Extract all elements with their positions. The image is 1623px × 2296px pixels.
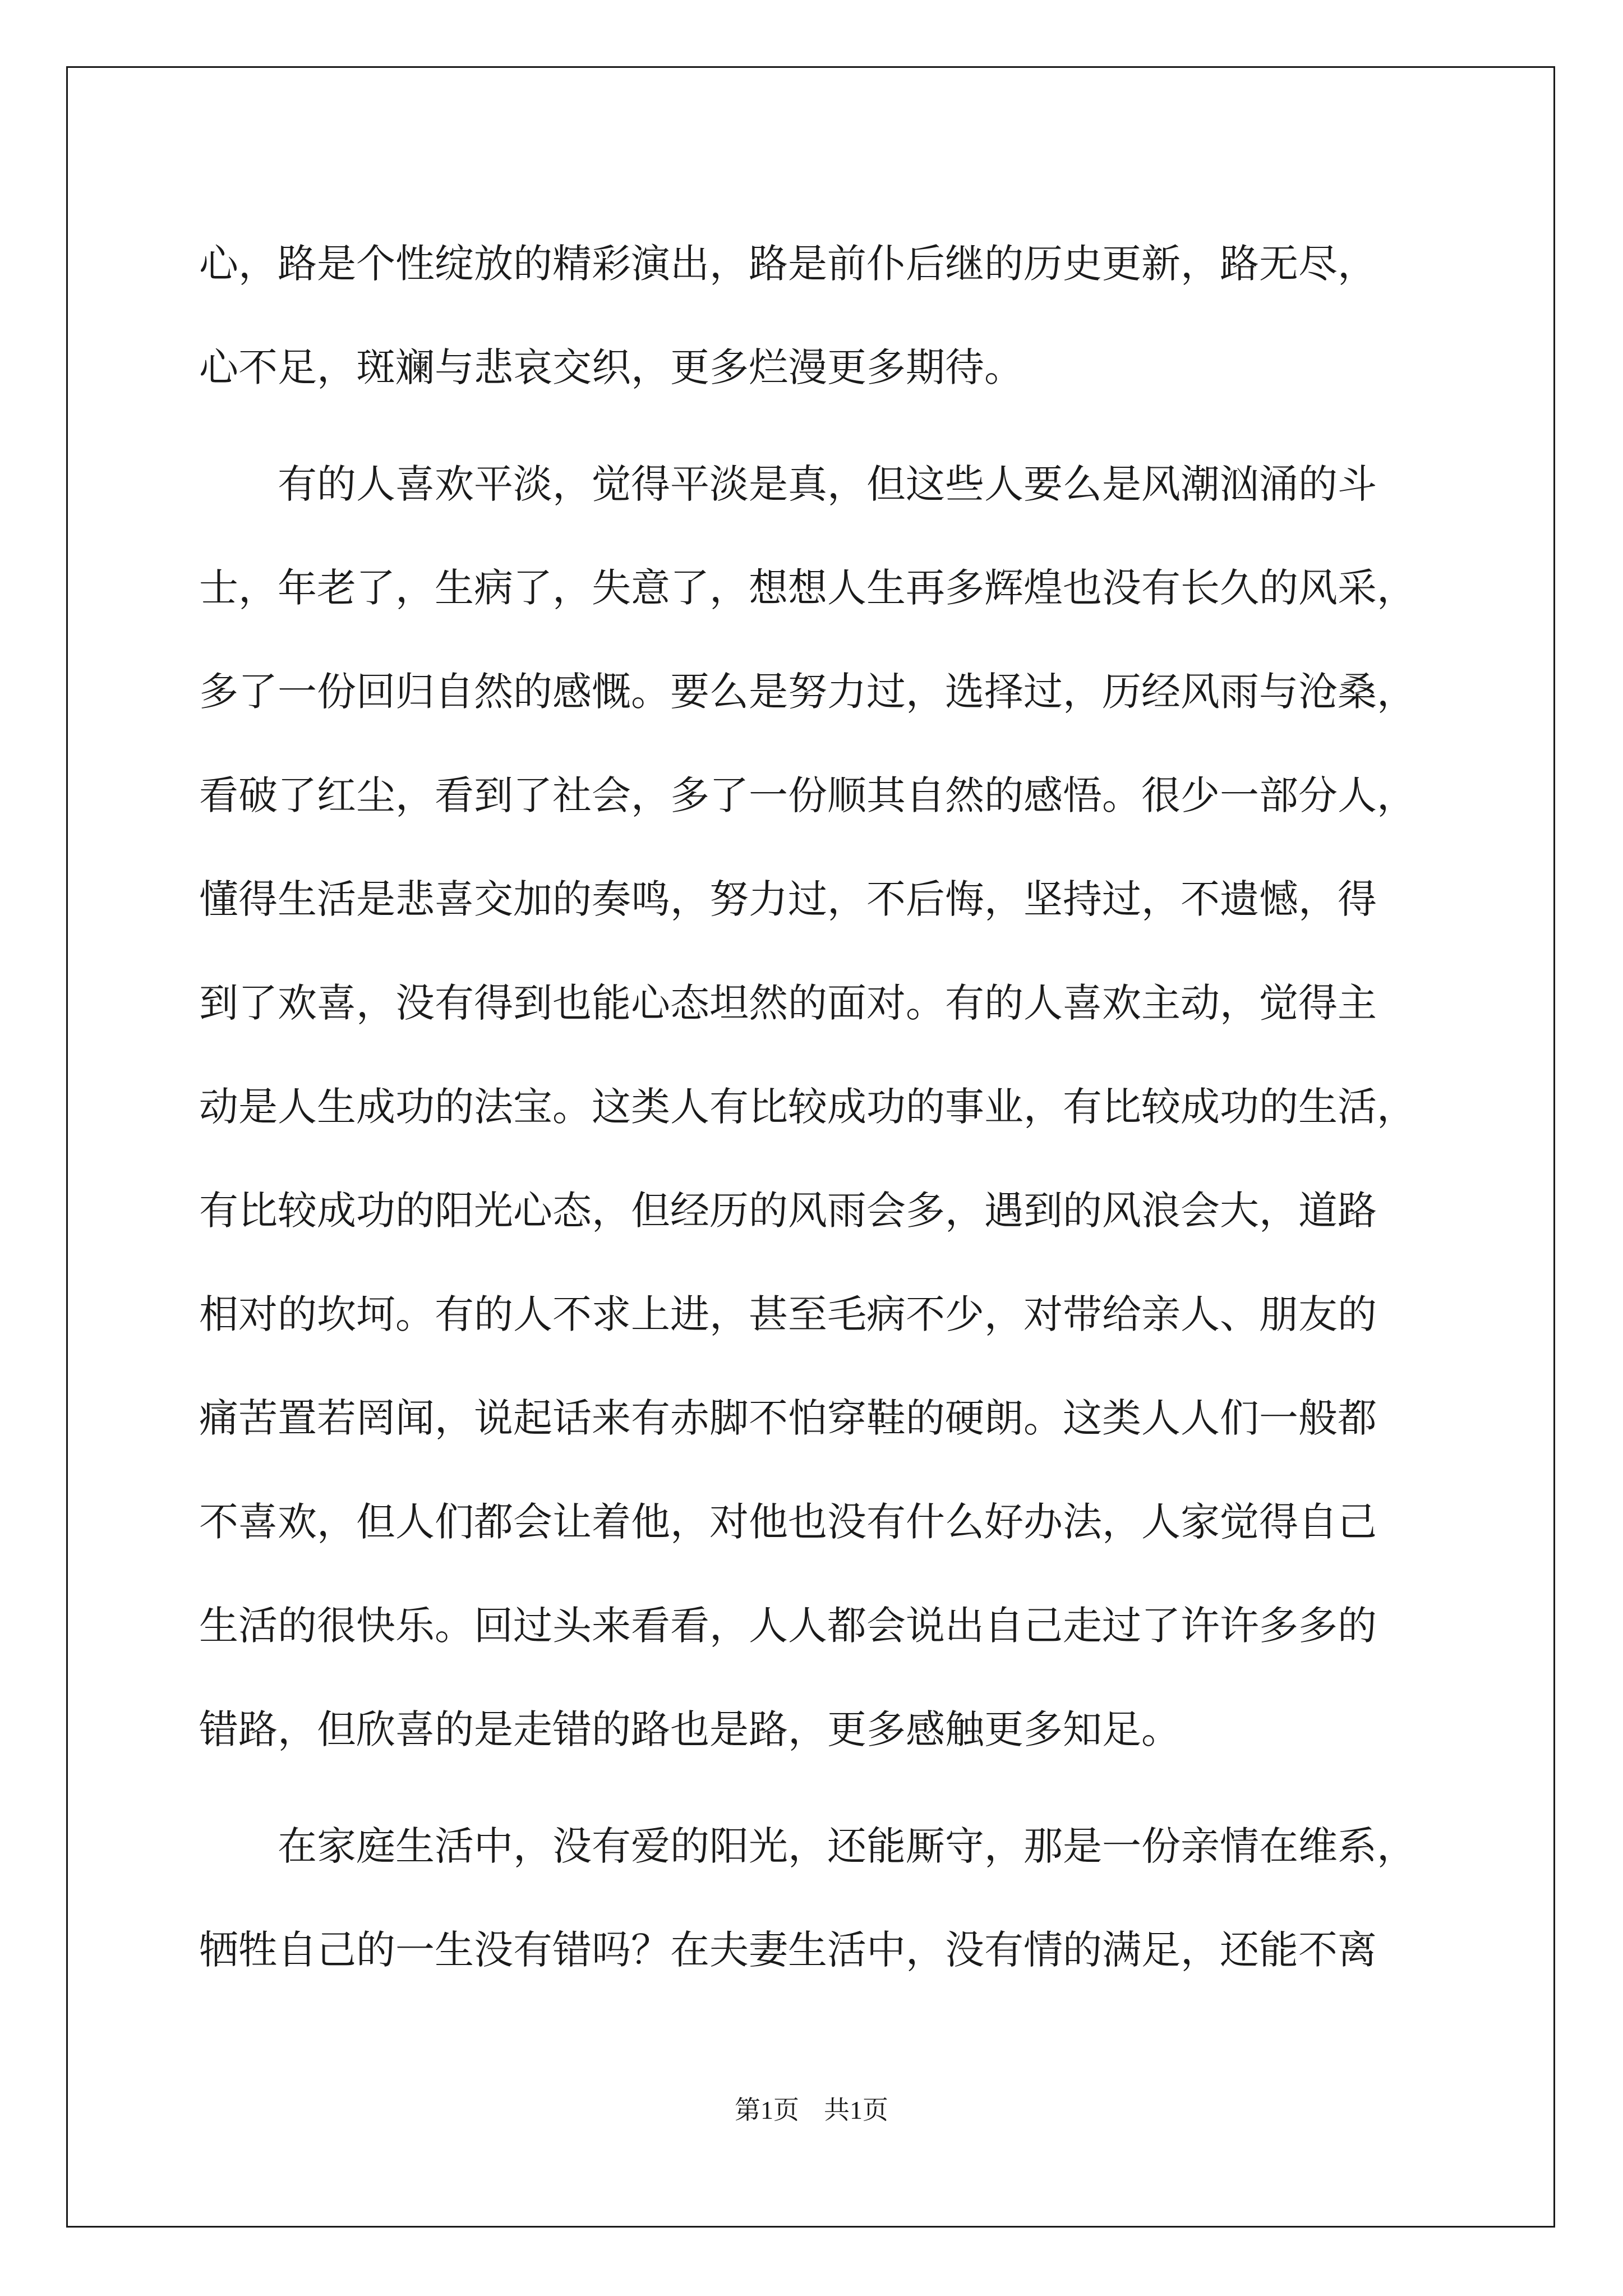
- text-line: 痛苦置若罔闻，说起话来有赤脚不怕穿鞋的硬朗。这类人人们一般都: [199, 1395, 1377, 1441]
- text-line: 生活的很快乐。回过头来看看，人人都会说出自己走过了许许多多的: [199, 1603, 1377, 1649]
- text-line: 牺牲自己的一生没有错吗？在夫妻生活中，没有情的满足，还能不离: [199, 1927, 1377, 1973]
- paragraph-gap: [199, 1782, 1433, 1795]
- paragraph-gap: [199, 420, 1433, 432]
- text-line: 到了欢喜，没有得到也能心态坦然的面对。有的人喜欢主动，觉得主: [199, 980, 1377, 1026]
- text-line: 有的人喜欢平淡，觉得平淡是真，但这些人要么是风潮汹涌的斗: [278, 461, 1377, 507]
- text-line: 多了一份回归自然的感慨。要么是努力过，选择过，历经风雨与沧桑，: [199, 669, 1416, 715]
- document-body: [199, 212, 1433, 2002]
- page-number: 第1页: [735, 2096, 799, 2124]
- text-line: 懂得生活是悲喜交加的奏鸣，努力过，不后悔，坚持过，不遗憾，得: [199, 876, 1377, 922]
- text-line: 心，路是个性绽放的精彩演出，路是前仆后继的历史更新，路无尽，: [199, 241, 1377, 287]
- text-line: 在家庭生活中，没有爱的阳光，还能厮守，那是一份亲情在维系，: [278, 1823, 1416, 1869]
- text-line: 心不足，斑斓与悲哀交织，更多烂漫更多期待。: [199, 344, 1023, 390]
- text-line: 相对的坎坷。有的人不求上进，甚至毛病不少，对带给亲人、朋友的: [199, 1291, 1377, 1337]
- text-line: 动是人生成功的法宝。这类人有比较成功的事业，有比较成功的生活，: [199, 1084, 1416, 1130]
- text-line: 看破了红尘，看到了社会，多了一份顺其自然的感悟。很少一部分人，: [199, 772, 1416, 818]
- text-line: 有比较成功的阳光心态，但经历的风雨会多，遇到的风浪会大，道路: [199, 1188, 1377, 1234]
- text-line: 不喜欢，但人们都会让着他，对他也没有什么好办法，人家觉得自己: [199, 1499, 1377, 1545]
- text-line: 士，年老了，生病了，失意了，想想人生再多辉煌也没有长久的风采，: [199, 565, 1416, 611]
- page-total: 共1页: [824, 2096, 888, 2124]
- text-line: 错路，但欣喜的是走错的路也是路，更多感触更多知足。: [199, 1706, 1181, 1752]
- page-footer: [0, 2090, 1623, 2127]
